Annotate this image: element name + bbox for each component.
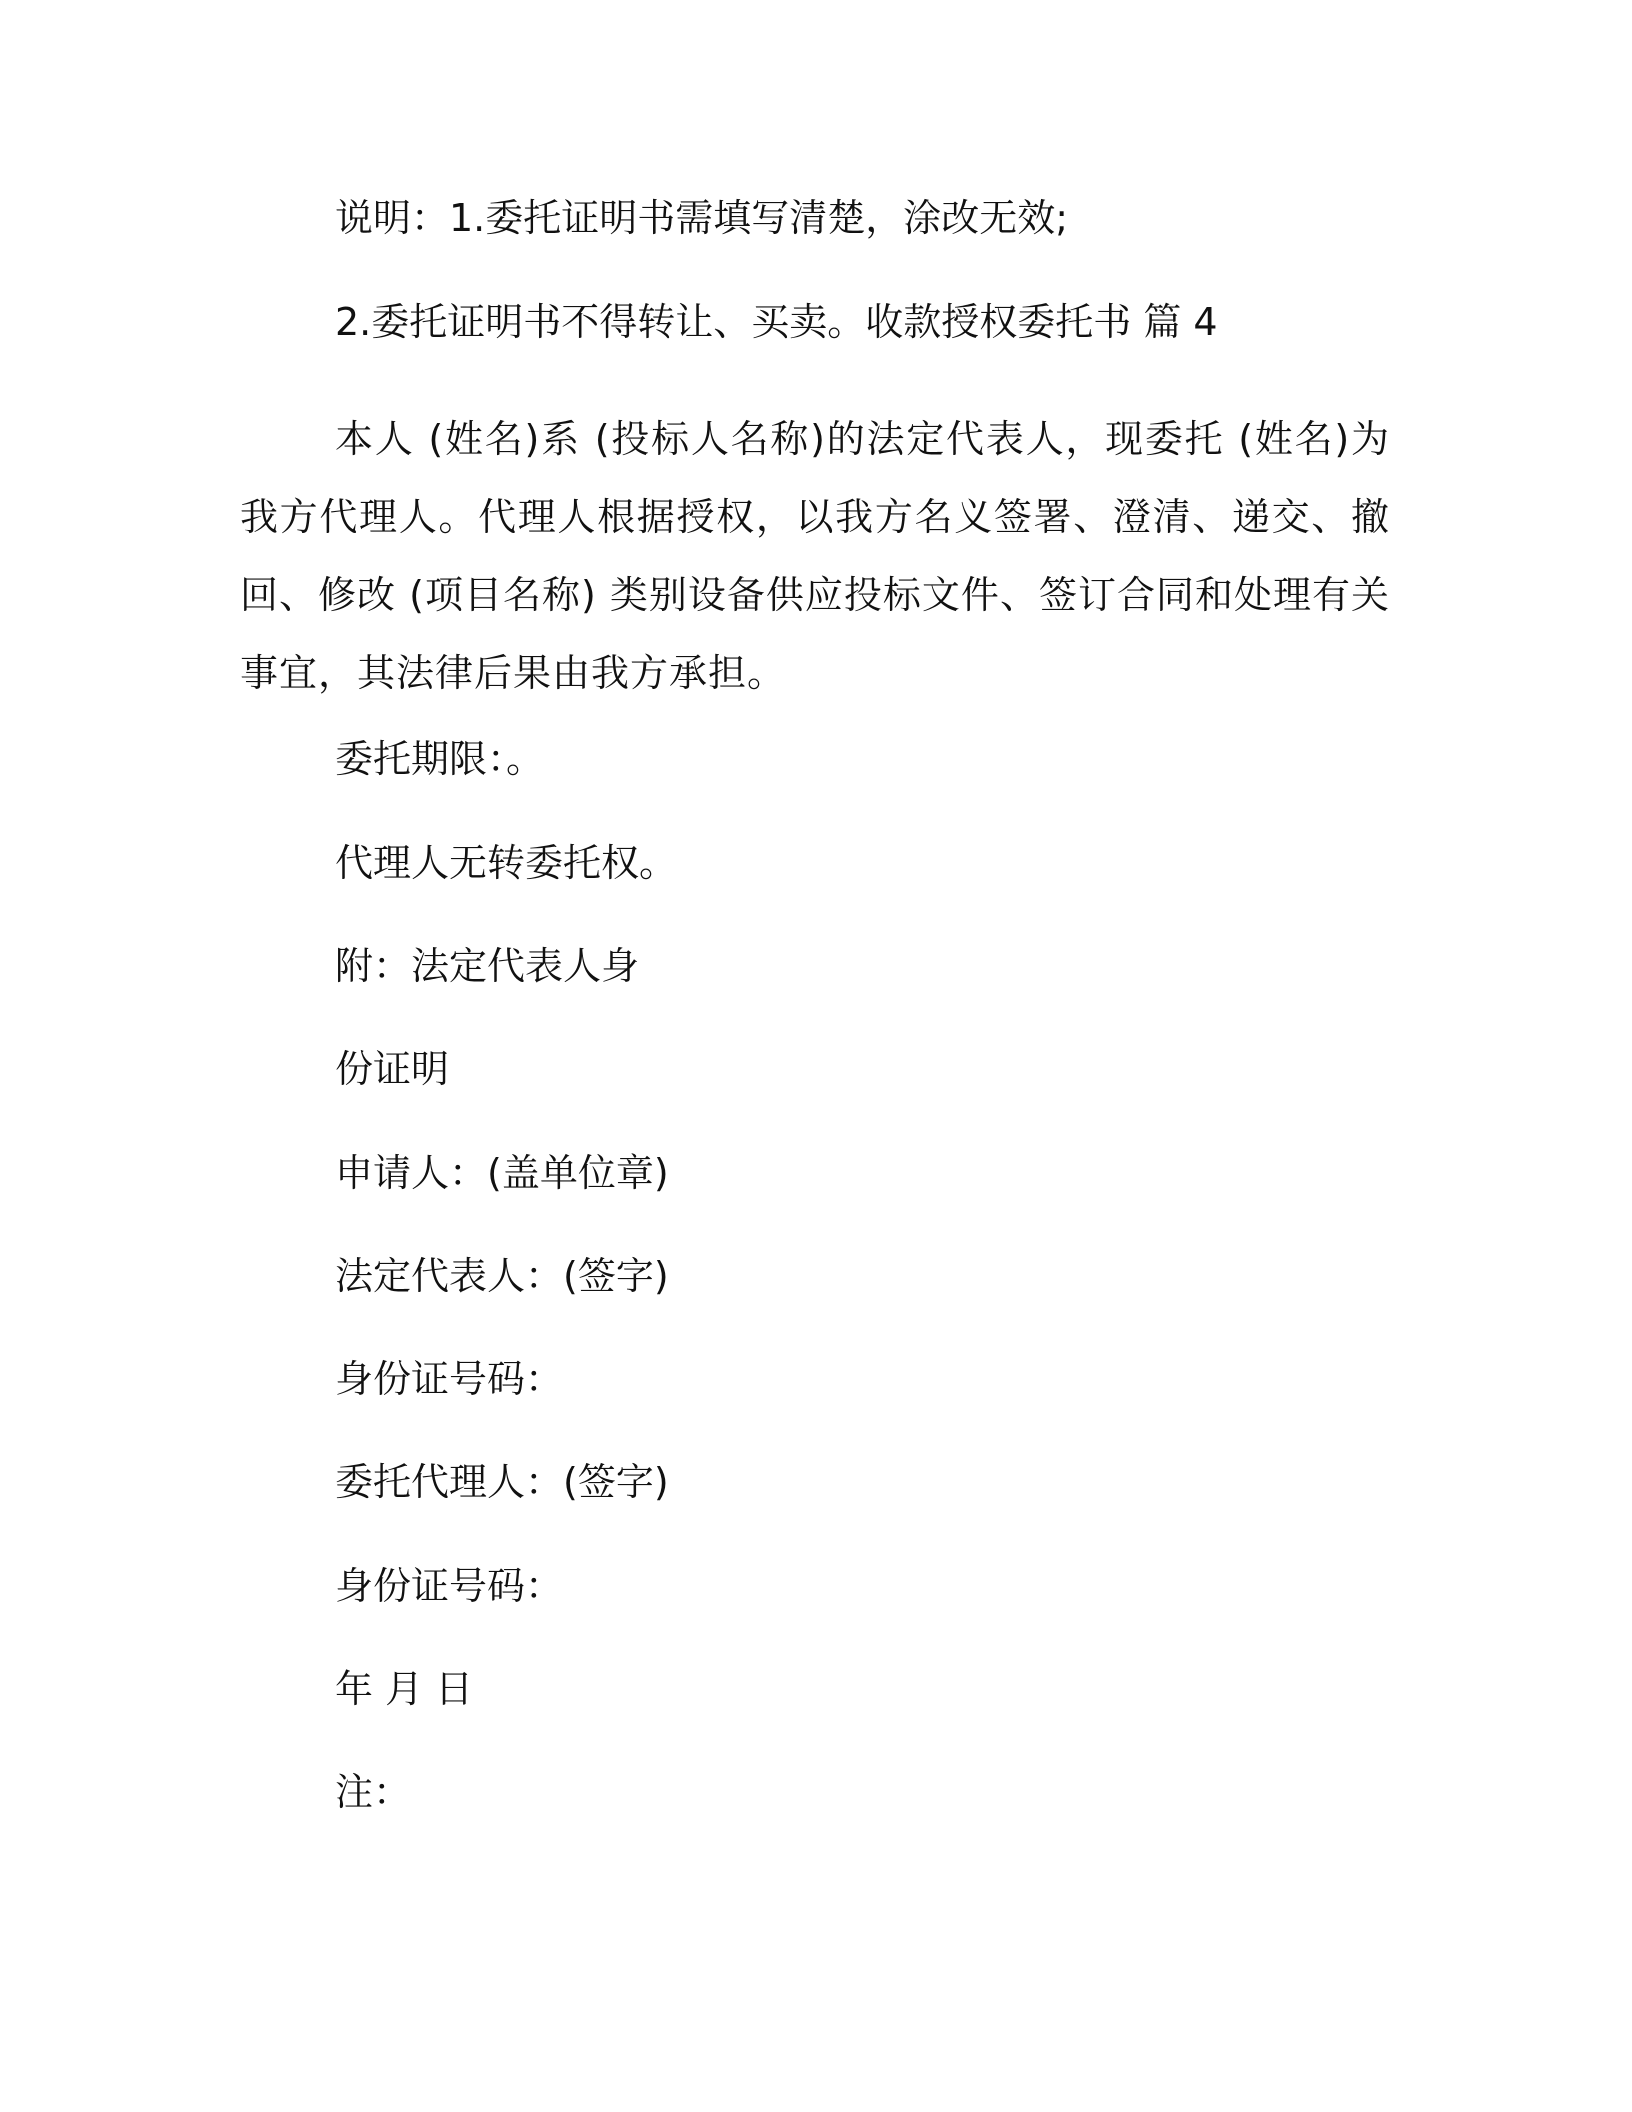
attachment-line-1: 附：法定代表人身 bbox=[335, 944, 640, 988]
note-line-2: 2.委托证明书不得转让、买卖。收款授权委托书 篇 4 bbox=[335, 300, 1218, 344]
id-number-line-1: 身份证号码： bbox=[335, 1357, 564, 1401]
agent-line: 委托代理人：(签字) bbox=[335, 1460, 669, 1504]
attachment-line-2: 份证明 bbox=[335, 1047, 450, 1091]
id-number-line-2: 身份证号码： bbox=[335, 1564, 564, 1608]
legal-rep-line: 法定代表人：(签字) bbox=[335, 1254, 669, 1298]
applicant-line: 申请人：(盖单位章) bbox=[335, 1151, 669, 1195]
no-transfer-line: 代理人无转委托权。 bbox=[335, 841, 678, 885]
remark-line: 注： bbox=[335, 1770, 412, 1814]
note-line-1: 说明：1.委托证明书需填写清楚，涂改无效; bbox=[335, 196, 1069, 240]
term-line: 委托期限：。 bbox=[335, 737, 545, 781]
date-line: 年 月 日 bbox=[335, 1667, 474, 1711]
body-paragraph: 本人 (姓名)系 (投标人名称)的法定代表人，现委托 (姓名)为我方代理人。代理人根据授权，以我方名义签署、澄清、递交、撤回、修改 (项目名称) 类别设备供应投标文件、签订合同和处理有关事宜，其法律后果由我方承担。 bbox=[240, 417, 1390, 695]
